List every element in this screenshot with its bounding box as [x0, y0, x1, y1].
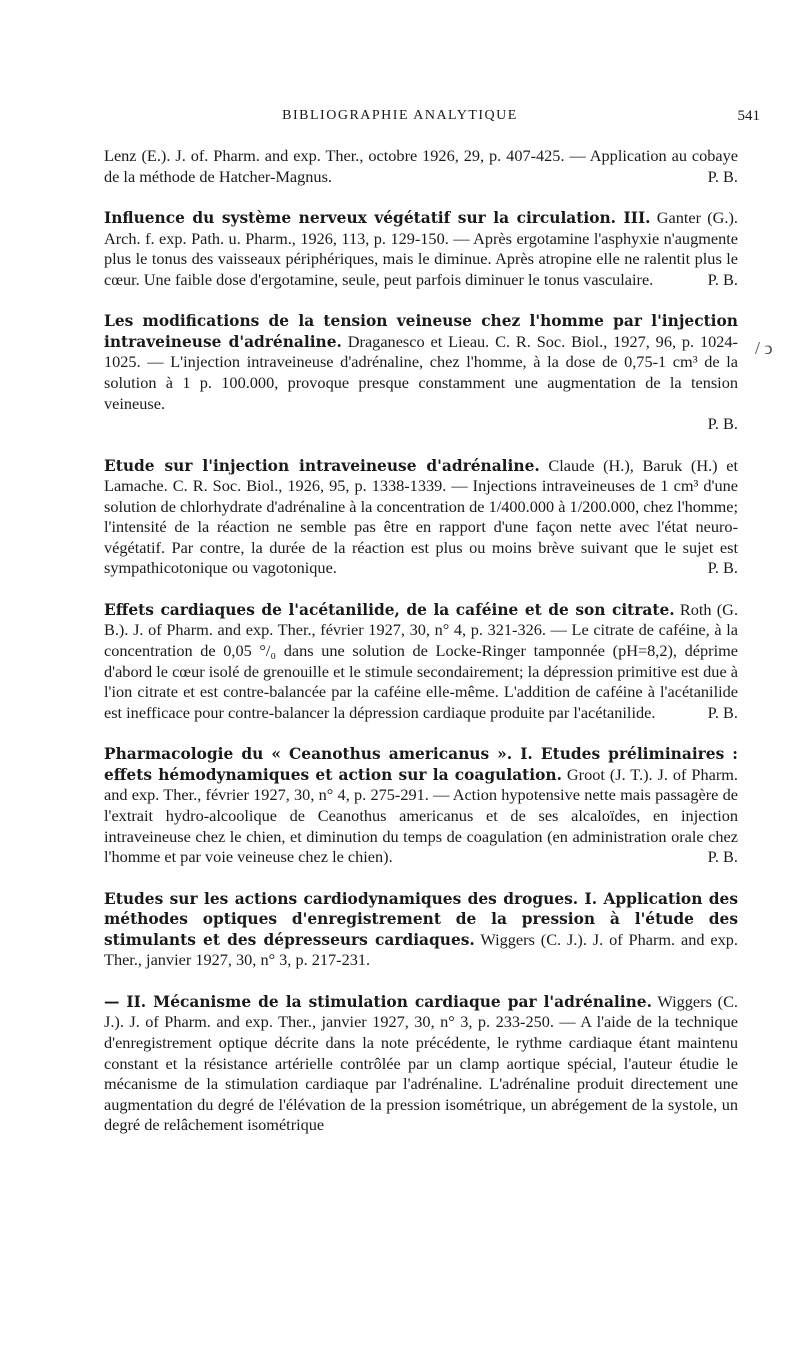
entry-1: [104, 146, 738, 187]
entry-title: Etudes sur les actions cardiodynamiques des drogues. I. Application des méthodes optiques d'enregistrement de la pression à l'étude des stimulants et des dépresseurs cardiaques.: [104, 889, 738, 949]
entry-title: Pharmacologie du « Ceanothus americanus ». I. Etudes préliminaires : effets hémodynamiques et action sur la coagulation.: [104, 745, 738, 784]
entry-signature: P. B.: [707, 702, 738, 722]
entry-4: [104, 456, 738, 580]
entry-5: [104, 600, 738, 724]
entry-text: Lenz (E.). J. of. Pharm. and exp. Ther., octobre 1926, 29, p. 407-425. — Application au cobaye de la méthode de Hatcher-Magnus.: [104, 146, 738, 186]
running-head-title: BIBLIOGRAPHIE ANALYTIQUE: [282, 108, 518, 123]
entry-8: [104, 992, 738, 1136]
entry-2: [104, 208, 738, 290]
entry-signature: P. B.: [707, 166, 738, 186]
entry-7: [104, 889, 738, 971]
entry-3: [104, 311, 738, 435]
entry-text: Roth (G. B.). J. of Pharm. and exp. Ther., février 1927, 30, n° 4, p. 321-326. — Le citrate de caféine, à la concentration de 0,05 °/₀ dans une solution de Locke-Ringer tamponnée (pH=8,2), déprime d'abord le cœur isolé de grenouille et le stimule secondairement; la dépression primitive est due à l'ion citrate et est contre-balancée par la caféine elle-même. L'addition de caféine à l'acétanilide est inefficace pour contre-balancer la dépression cardiaque produite par l'acétanilide.: [104, 599, 739, 722]
entry-6: [104, 744, 738, 868]
running-head: [0, 106, 800, 130]
entry-signature: P. B.: [707, 847, 738, 867]
entry-title: Influence du système nerveux végétatif sur la circulation. III.: [104, 208, 651, 227]
entry-text: Draganesco et Lieau. C. R. Soc. Biol., 1927, 96, p. 1024-1025. — L'injection intraveineuse d'adrénaline, chez l'homme, à la dose de 0,75-1 cm³ de la solution à 1 p. 100.000, provoque presque constamment une augmentation de la tension veineuse.: [104, 331, 738, 413]
entry-signature: P. B.: [707, 269, 738, 289]
entry-title: Les modifications de la tension veineuse chez l'homme par l'injection intraveineuse d'adrénaline.: [104, 312, 738, 351]
entry-text: Wiggers (C. J.). J. of Pharm. and exp. Ther., janvier 1927, 30, n° 3, p. 233-250. — A l'aide de la technique d'enregistrement optique décrite dans la note précédente, le rythme cardiaque étant maintenu constant et la résistance artérielle contrôlée par un clamp aortique spécial, l'auteur étudie le mécanisme de la stimulation cardiaque par l'adrénaline. L'adrénaline produit directement une augmentation du degré de l'élévation de la pression isométrique, un abrégement de la systole, un degré de relâchement isométrique: [104, 991, 738, 1135]
entry-signature: P. B.: [707, 414, 738, 434]
entry-text: Claude (H.), Baruk (H.) et Lamache. C. R. Soc. Biol., 1926, 95, p. 1338-1339. — Injections intraveineuses de 1 cm³ d'une solution de chlorhydrate d'adrénaline à la concentration de 1/400.000 à 1/200.000, chez l'homme; l'intensité de la réaction ne semble pas être en rapport d'une façon nette avec l'état neuro-végétatif. Par contre, la durée de la réaction est plus ou moins brève suivant que le sujet est sympathicotonique ou vagotonique.: [104, 455, 738, 578]
page-number: 541: [737, 108, 760, 124]
entry-text: Wiggers (C. J.). J. of Pharm. and exp. Ther., janvier 1927, 30, n° 3, p. 217-231.: [104, 929, 738, 970]
entry-title: Etude sur l'injection intraveineuse d'adrénaline.: [104, 456, 540, 475]
margin-annotation: / ↄ: [755, 338, 773, 358]
entry-signature: P. B.: [707, 558, 738, 578]
bibliography-column: [104, 146, 738, 1157]
entry-title: — II. Mécanisme de la stimulation cardiaque par l'adrénaline.: [104, 992, 652, 1011]
entry-text: Ganter (G.). Arch. f. exp. Path. u. Pharm., 1926, 113, p. 129-150. — Après ergotamine l'asphyxie n'augmente plus le tonus des vaisseaux périphériques, mais le diminue. Après atropine elle ne ralentit plus le cœur. Une faible dose d'ergotamine, seule, peut parfois diminuer le tonus vasculaire.: [104, 207, 738, 289]
entry-text: Groot (J. T.). J. of Pharm. and exp. Ther., février 1927, 30, n° 4, p. 275-291. — Action hypotensive nette mais passagère de l'extrait hydro-alcoolique de Ceanothus americanus et de ses alcaloïdes, en injection intraveineuse chez le chien, et diminution du temps de coagulation (en administration orale chez l'homme et par voie veineuse chez le chien).: [104, 764, 738, 867]
entry-title: Effets cardiaques de l'acétanilide, de la caféine et de son citrate.: [104, 600, 675, 619]
